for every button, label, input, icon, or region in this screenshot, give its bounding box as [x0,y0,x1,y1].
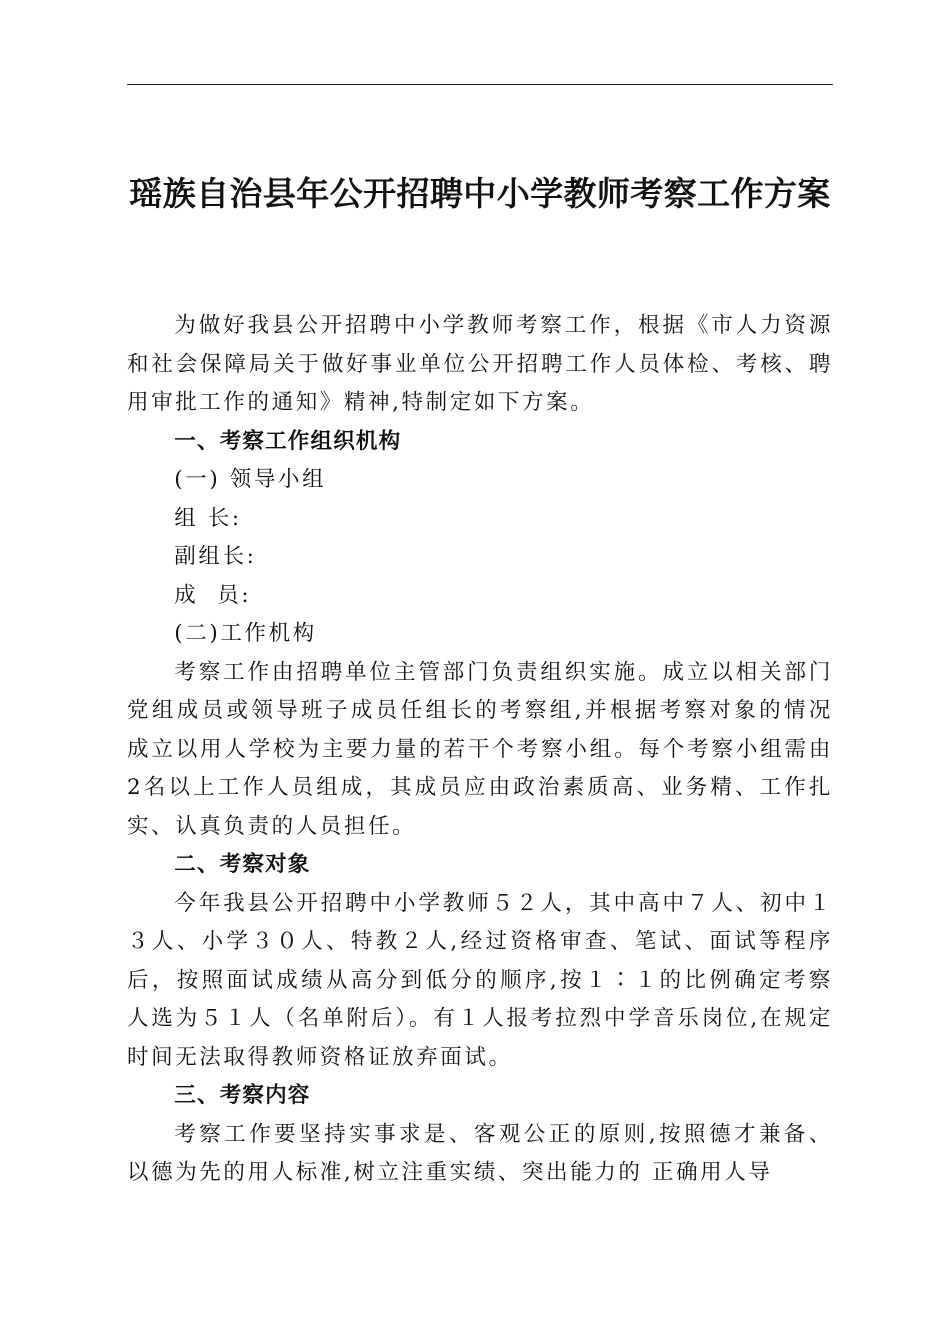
subsection-leadership-group: (一) 领导小组 [174,467,327,492]
members-line: 成 员: [174,582,252,608]
document-body [127,307,833,1193]
deputy-leader-line: 副组长: [174,544,257,569]
section-1-heading: 一、考察工作组织机构 [174,428,402,454]
document-title: 瑶族自治县年公开招聘中小学教师考察工作方案 [129,174,831,213]
section-1-body: 考察工作由招聘单位主管部门负责组织实施。成立以相关部门党组成员或领导班子成员任组长的考察组,并根据考察对象的情况成立以用人学校为主要力量的若干个考察小组。每个考察小组需由2名以上工作人员组成，其成员应由政治素质高、业务精、工作扎实、认真负责的人员担任。 [127,659,833,839]
section-3-heading: 三、考察内容 [174,1083,311,1108]
intro-paragraph: 为做好我县公开招聘中小学教师考察工作，根据《市人力资源和社会保障局关于做好事业单位公开招聘工作人员体检、考核、聘用审批工作的通知》精神,特制定如下方案。 [127,313,833,415]
section-2-body: 今年我县公开招聘中小学教师５２人，其中高中７人、初中１３人、小学３０人、特教２人,经过资格审查、笔试、面试等程序后，按照面试成绩从高分到低分的顺序,按１∶１的比例确定考察人选为５１人（名单附后）。有１人报考拉烈中学音乐岗位,在规定时间无法取得教师资格证放弃面试。 [127,890,833,1070]
section-3-body: 考察工作要坚持实事求是、客观公正的原则,按照德才兼备、以德为先的用人标准,树立注重实绩、突出能力的 正确用人导 [127,1121,833,1185]
section-2-heading: 二、考察对象 [174,852,311,877]
subsection-working-body: (二)工作机构 [174,621,317,646]
header-rule [127,84,833,85]
group-leader-line: 组 长: [174,505,242,531]
